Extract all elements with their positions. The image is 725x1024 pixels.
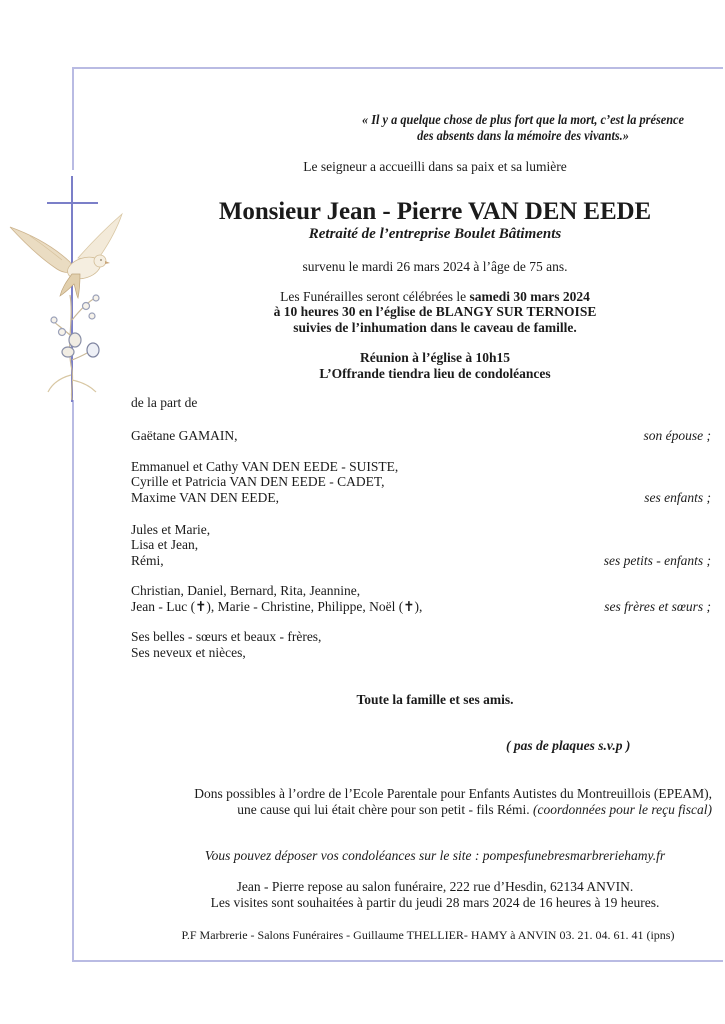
meeting-line-2: L’Offrande tiendra lieu de condoléances [319, 366, 551, 381]
donations-line-2-text: une cause qui lui était chère pour son petit - fils Rémi. [237, 802, 534, 817]
dove-icon [10, 214, 122, 298]
deceased-name: Monsieur Jean - Pierre VAN DEN EEDE [218, 198, 652, 225]
family-grandchildren-name-3: Rémi, [131, 553, 164, 568]
closing-line: Toute la famille et ses amis. [356, 692, 514, 707]
family-children-name-2: Cyrille et Patricia VAN DEN EEDE - CADET, [131, 474, 385, 489]
death-notice: survenu le mardi 26 mars 2024 à l’âge de 75 ans. [302, 259, 568, 274]
no-plaques-note: ( pas de plaques s.v.p ) [506, 738, 631, 753]
donations-fiscal-note: (coordonnées pour le reçu fiscal) [533, 802, 712, 817]
frame-left-border-top [72, 67, 74, 170]
intro-text: Le seigneur a accueilli dans sa paix et sa lumière [303, 159, 567, 174]
family-inlaws-name: Ses belles - sœurs et beaux - frères, [131, 629, 322, 644]
lily-flower-icon [48, 295, 99, 400]
funeral-line-2: à 10 heures 30 en l’église de BLANGY SUR TERNOISE [273, 304, 597, 319]
family-children-name-3: Maxime VAN DEN EEDE, [131, 490, 279, 505]
condolences-website-line: Vous pouvez déposer vos condoléances sur le site : pompesfunebresmarbreriehamy.fr [204, 848, 666, 863]
from-label: de la part de [131, 395, 198, 410]
family-grandchildren-name-2: Lisa et Jean, [131, 537, 199, 552]
donations-line-2 [237, 802, 712, 818]
epigraph-line-2: des absents dans la mémoire des vivants.» [417, 129, 629, 144]
family-spouse-relation: son épouse ; [643, 428, 711, 443]
family-siblings-name-2: Jean - Luc (✝), Marie - Christine, Philippe, Noël (✝), [131, 599, 423, 614]
cross-dove-decoration [0, 170, 130, 410]
frame-top-border [72, 67, 723, 69]
funeral-line-1 [145, 289, 725, 305]
family-siblings-relation: ses frères et sœurs ; [604, 599, 711, 614]
funeral-line-3: suivies de l’inhumation dans le caveau de famille. [293, 320, 577, 335]
family-grandchildren-name-1: Jules et Marie, [131, 522, 211, 537]
frame-left-border-bottom [72, 400, 74, 961]
cross-icon [47, 176, 98, 402]
family-children-name-1: Emmanuel et Cathy VAN DEN EEDE - SUISTE, [131, 459, 399, 474]
family-children-relation: ses enfants ; [644, 490, 711, 505]
family-siblings-name-1: Christian, Daniel, Bernard, Rita, Jeannine, [131, 583, 361, 598]
family-spouse-name: Gaëtane GAMAIN, [131, 428, 238, 443]
funeral-home-footer: P.F Marbrerie - Salons Funéraires - Guillaume THELLIER- HAMY à ANVIN 03. 21. 04. 61. 41 (ipns) [181, 928, 675, 942]
family-nephews-name: Ses neveux et nièces, [131, 645, 246, 660]
family-grandchildren-relation: ses petits - enfants ; [603, 553, 711, 568]
deceased-subtitle: Retraité de l’entreprise Boulet Bâtiments [308, 226, 562, 242]
frame-bottom-border [72, 960, 723, 962]
viewing-line-1: Jean - Pierre repose au salon funéraire, 222 rue d’Hesdin, 62134 ANVIN. [236, 879, 634, 894]
donations-line-1: Dons possibles à l’ordre de l’Ecole Parentale pour Enfants Autistes du Montreuillois (EPEAM), [194, 786, 712, 801]
meeting-line-1: Réunion à l’église à 10h15 [359, 350, 510, 365]
funeral-line-1-prefix: Les Funérailles seront célébrées le [280, 289, 470, 304]
funeral-date: samedi 30 mars 2024 [469, 289, 590, 304]
epigraph-line-1: « Il y a quelque chose de plus fort que la mort, c’est la présence [361, 113, 684, 128]
viewing-line-2: Les visites sont souhaitées à partir du jeudi 28 mars 2024 de 16 heures à 19 heures. [210, 895, 660, 910]
